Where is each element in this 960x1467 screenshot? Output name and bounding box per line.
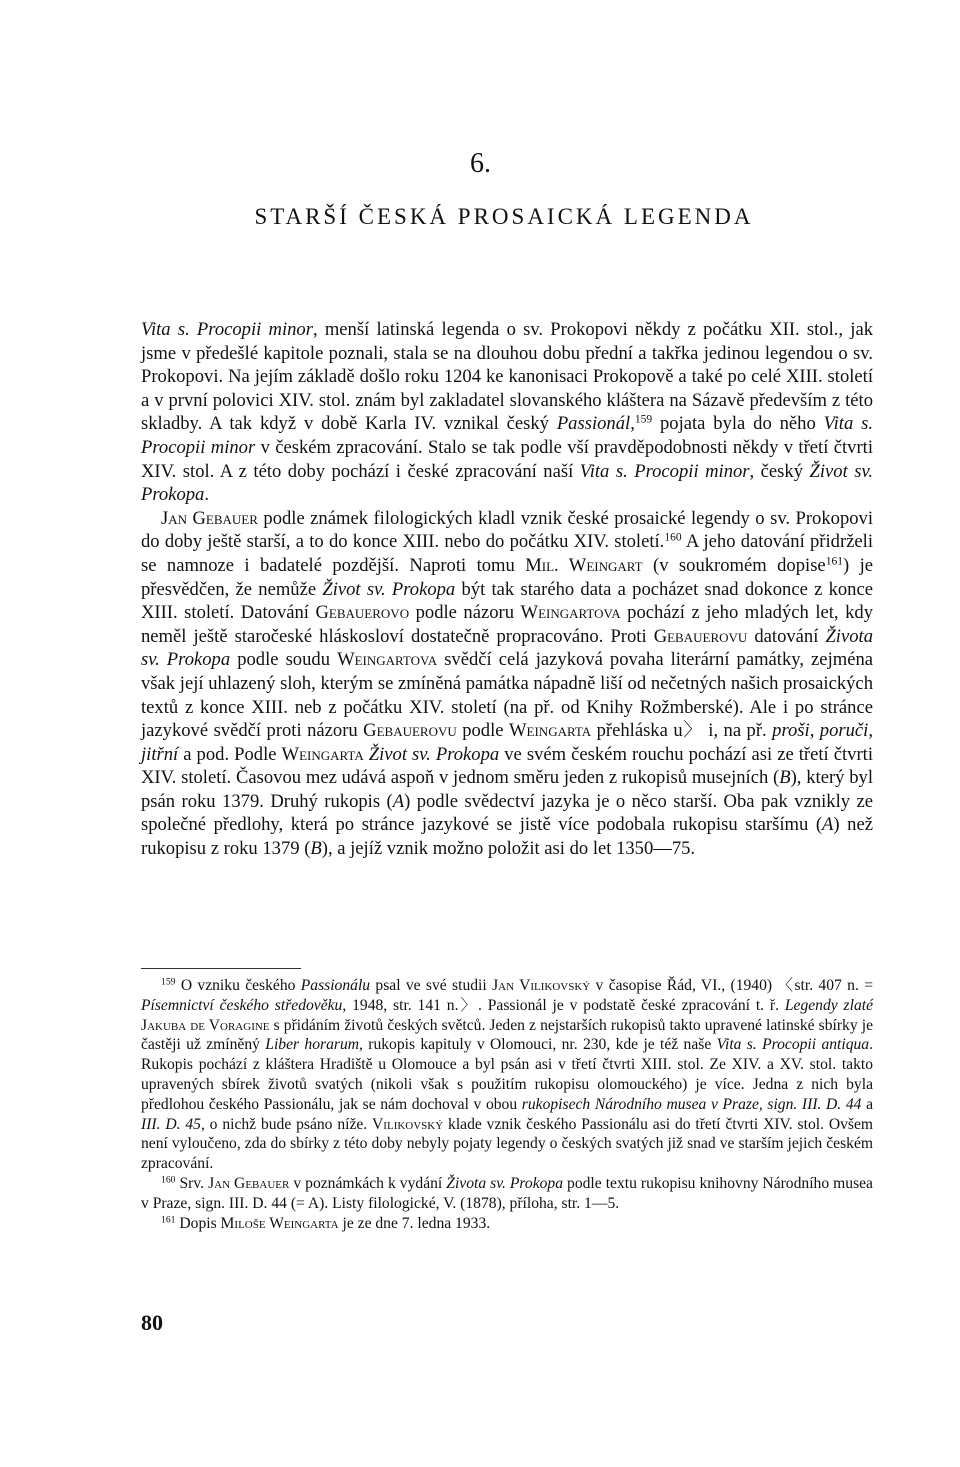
paragraph-1 xyxy=(141,318,873,507)
italic-run: Vita s. Procopii minor xyxy=(141,319,313,340)
footnote-159 xyxy=(141,976,873,1174)
text-run: Dopis xyxy=(175,1214,221,1232)
italic-run: B xyxy=(310,838,322,860)
footnote-ref: 159 xyxy=(634,414,653,427)
italic-run: rukopisech Národního musea v Praze, sign. III. D. 44 xyxy=(521,1095,862,1113)
text-run: A jeho datování přidrželi se namnoze i badatelé pozdější. Naproti tomu xyxy=(141,531,873,576)
text-run: ) než rukopisu z roku 1379 ( xyxy=(141,814,873,860)
paragraph-2 xyxy=(141,507,873,861)
text-run: podle soudu xyxy=(230,649,338,671)
footnote-ref: 159 xyxy=(161,976,176,988)
text-run: s přidáním životů českých světců. Jeden z nejstarších rukopisů takto upravené latinské sbírky je častěji už zmíněný xyxy=(141,1016,873,1054)
italic-run: A xyxy=(392,790,405,812)
text-run: podle názoru xyxy=(409,602,521,624)
text-run: , český xyxy=(749,460,810,482)
text-run: O vzniku českého xyxy=(175,977,301,994)
text-run: přehláska u〉 i, na př. xyxy=(591,720,773,742)
italic-run: Legendy zlaté xyxy=(784,996,873,1014)
smallcaps-name: Weingarta xyxy=(508,720,592,742)
footnotes xyxy=(141,976,873,1233)
text-run: podle xyxy=(456,720,509,742)
text-run: ), který byl psán roku 1379. Druhý rukopis ( xyxy=(141,767,873,812)
italic-run: Života sv. Prokopa xyxy=(141,625,873,671)
text-run: Srv. xyxy=(175,1174,209,1192)
text-run: pochází z jeho mladých let, kdy neměl ještě staročeské hláskosloví dostatečně propracováno. Proti xyxy=(141,602,873,647)
footnote-161 xyxy=(141,1214,873,1234)
text-run: . xyxy=(204,484,210,506)
smallcaps-name: Mil. Weingart xyxy=(525,554,643,576)
italic-run: B xyxy=(779,767,791,789)
italic-run: A xyxy=(822,814,834,836)
italic-run: Života sv. Prokopa xyxy=(446,1174,564,1192)
text-run: podle textu rukopisu knihovny Národního musea v Praze, sign. III. D. 44 (= A). Listy filologické, V. (1878), příloha, str. 1—5. xyxy=(141,1174,873,1212)
smallcaps-name: Miloše Weingarta xyxy=(220,1214,339,1232)
smallcaps-name: Jakuba de Voragine xyxy=(141,1016,270,1034)
smallcaps-name: Gebauerovu xyxy=(653,625,748,647)
text-run: ve svém českém rouchu pochází asi ze třetí čtvrti XIV. století. Časovou mez udává aspoň v jednom směru jeden z rukopisů musejních ( xyxy=(141,743,873,789)
text-run: svědčí celá jazyková povaha literární památky, zejména však její uhlazený sloh, kterým se zmíněná památka nápadně liší od nečetných našich prosaických textů z konce XIII. neb z počátku XIV. století (na př. od Knihy Rožmberské). Ale i po stránce jazykové svědčí proti názoru xyxy=(141,649,873,742)
text-run: , 1948, str. 141 n.〉. Passionál je v podstatě české zpracování t. ř. xyxy=(342,996,785,1014)
page-number: 80 xyxy=(141,1310,163,1335)
italic-run: proši, poruči, jitřní xyxy=(141,720,873,765)
text-run: datování xyxy=(747,625,826,647)
italic-run: Písemnictví českého středověku xyxy=(141,996,343,1014)
smallcaps-name: Jan Vilikovský xyxy=(492,977,591,994)
text-run: klade vznik českého Passionálu asi do třetí čtvrti XIV. stol. Ovšem není vyloučeno, zda do sbírky z této doby nebyly pojaty legendy o českých svatých již snad ve starším jejich českém zpracování. xyxy=(141,1115,874,1173)
text-run: ), a jejíž vznik možno položit asi do let 1350—75. xyxy=(321,838,696,860)
text-run: ) podle svědectví jazyka je o něco starší. Oba pak vznikly ze společné předlohy, která po stránce jazykové se jistě více podobala rukopisu staršímu ( xyxy=(141,790,873,836)
italic-run: Passionál xyxy=(556,413,631,435)
smallcaps-name: Gebauerovu xyxy=(363,720,457,742)
main-text xyxy=(141,318,873,861)
smallcaps-name: Weingartova xyxy=(337,649,438,671)
text-run: , rukopis kapituly v Olomouci, nr. 230, kde je též naše xyxy=(359,1036,717,1054)
text-run: (v soukromém dopise xyxy=(642,554,826,576)
text-run: v poznámkách k vydání xyxy=(289,1174,447,1192)
text-run: v českém zpracování. Stalo se tak podle vší pravděpodobnosti někdy v třetí čtvrti XIV. stol. A z této doby pochází i české zpracování naší xyxy=(141,436,873,482)
smallcaps-name: Weingarta xyxy=(281,743,364,765)
chapter-title: STARŠÍ ČESKÁ PROSAICKÁ LEGENDA xyxy=(254,204,754,229)
italic-run: Život sv. Prokopa xyxy=(322,578,456,600)
text-run: v časopise Řád, VI., (1940) 〈str. 407 n. = xyxy=(590,977,873,994)
italic-run: Liber horarum xyxy=(265,1036,360,1054)
text-run: a xyxy=(861,1095,873,1113)
text-run: a pod. Podle xyxy=(178,743,282,765)
footnote-ref: 160 xyxy=(664,532,682,545)
smallcaps-name: Vilikovský xyxy=(372,1115,444,1133)
text-run: pojata byla do něho xyxy=(652,413,824,435)
footnote-160 xyxy=(141,1174,873,1214)
smallcaps-name: Jan Gebauer xyxy=(161,507,258,529)
chapter-number: 6. xyxy=(470,148,491,179)
footnote-divider xyxy=(141,968,301,969)
text-run: psal ve své studii xyxy=(370,977,493,994)
smallcaps-name: Weingartova xyxy=(520,602,621,624)
text-run: , o nichž bude psáno níže. xyxy=(200,1115,373,1133)
italic-run: III. D. 45 xyxy=(141,1115,201,1133)
text-run: podle známek filologických kladl vznik české prosaické legendy o sv. Prokopovi do doby ještě starší, a to do konce XIII. nebo do počátku XIV. století. xyxy=(141,507,874,553)
italic-run: Život sv. Prokopa xyxy=(368,743,500,765)
footnote-ref: 161 xyxy=(161,1214,176,1226)
text-run: ) je přesvědčen, že nemůže xyxy=(141,554,873,600)
text-run: být tak starého data a pocházet snad dokonce z konce XIII. století. Datování xyxy=(141,578,873,624)
italic-run: , xyxy=(630,413,635,435)
italic-run: Vita s. Procopii minor xyxy=(141,413,873,458)
italic-run: Vita s. Procopii minor xyxy=(579,460,750,482)
footnote-ref: 160 xyxy=(161,1174,176,1186)
text-run: je ze dne 7. ledna 1933. xyxy=(338,1214,491,1232)
italic-run: Život sv. Prokopa xyxy=(141,460,873,506)
smallcaps-name: Jan Gebauer xyxy=(208,1174,290,1192)
italic-run: Passionálu xyxy=(300,977,371,994)
footnote-ref: 161 xyxy=(825,555,843,568)
text-run: . Rukopis pochází z kláštera Hradiště u Olomouce a byl psán asi v třetí čtvrti XIII. stol. Ze XIV. a XV. stol. takto upravených sbírek životů svatých (nikoli však s použitím rukopisu olomouckého) je více. Jedna z nich byla předlohou českého Passionálu, jak se nám dochoval v obou xyxy=(141,1036,873,1113)
italic-run: Vita s. Procopii antiqua xyxy=(716,1036,870,1054)
text-run: , menší latinská legenda o sv. Prokopovi někdy z počátku XII. stol., jak jsme v předešlé kapitole poznali, stala se na dlouhou dobu přední a takřka jedinou legendou o sv. Prokopovi. Na jejím základě došlo roku 1204 ke kanonisaci Prokopově a také po celé XIII. století a v první polovici XIV. stol. znám byl zakladatel slovanského kláštera na Sázavě především z této skladby. A tak když v době Karla IV. vznikal český xyxy=(141,319,873,435)
smallcaps-name: Gebauerovo xyxy=(315,602,410,624)
